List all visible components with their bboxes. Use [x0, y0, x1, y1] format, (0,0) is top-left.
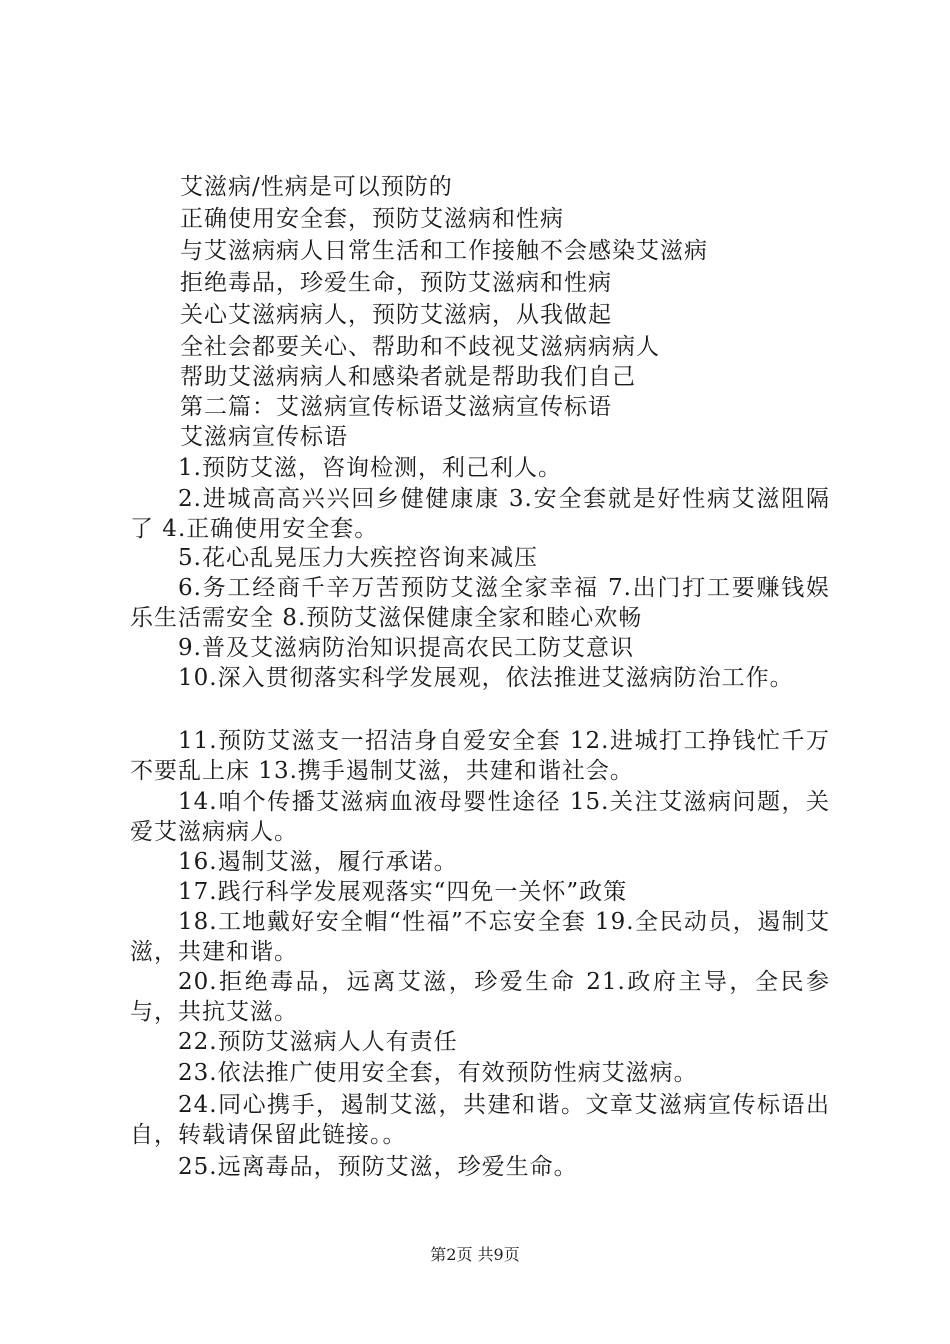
- slogan-item: 5.花心乱晃压力大疾控咨询来减压: [178, 545, 538, 571]
- slogan-item: 9.普及艾滋病防治知识提高农民工防艾意识: [178, 635, 634, 661]
- text-line: 与艾滋病病人日常生活和工作接触不会感染艾滋病: [180, 238, 708, 264]
- slogan-item: 18.工地戴好安全帽“性福”不忘安全套 19.全民动员，遏制艾滋，共建和谐。: [130, 909, 830, 965]
- text-line: 艾滋病/性病是可以预防的: [180, 174, 453, 200]
- slogan-item: 10.深入贯彻落实科学发展观，依法推进艾滋病防治工作。: [178, 665, 794, 691]
- section-subheading: 艾滋病宣传标语: [180, 424, 348, 450]
- slogan-item: 11.预防艾滋支一招洁身自爱安全套 12.进城打工挣钱忙千万不要乱上床 13.携手遏制艾滋，共建和谐社会。: [130, 728, 830, 784]
- slogan-item: 22.预防艾滋病人人有责任: [178, 1029, 458, 1055]
- slogan-item: 1.预防艾滋，咨询检测，利己利人。: [178, 455, 562, 481]
- text-line: 全社会都要关心、帮助和不歧视艾滋病病病人: [180, 334, 660, 360]
- section-heading: 第二篇：艾滋病宣传标语艾滋病宣传标语: [180, 394, 612, 420]
- slogan-item: 25.远离毒品，预防艾滋，珍爱生命。: [178, 1154, 578, 1180]
- text-line: 关心艾滋病病人，预防艾滋病，从我做起: [180, 302, 612, 328]
- slogan-item: 6.务工经商千辛万苦预防艾滋全家幸福 7.出门打工要赚钱娱乐生活需安全 8.预防艾滋保健康全家和睦心欢畅: [130, 575, 830, 631]
- slogan-item: 20.拒绝毒品，远离艾滋，珍爱生命 21.政府主导，全民参与，共抗艾滋。: [130, 969, 830, 1025]
- slogan-item: 24.同心携手，遏制艾滋，共建和谐。文章艾滋病宣传标语出自，转载请保留此链接。。: [130, 1092, 830, 1148]
- slogan-item: 14.咱个传播艾滋病血液母婴性途径 15.关注艾滋病问题，关爱艾滋病病人。: [130, 789, 830, 845]
- text-line: 正确使用安全套，预防艾滋病和性病: [180, 206, 564, 232]
- slogan-item: 2.进城高高兴兴回乡健健康康 3.安全套就是好性病艾滋阻隔了 4.正确使用安全套。: [130, 486, 830, 542]
- slogan-item: 23.依法推广使用安全套，有效预防性病艾滋病。: [178, 1060, 698, 1086]
- slogan-item: 17.践行科学发展观落实“四免一关怀”政策: [178, 879, 628, 905]
- slogan-item: 16.遏制艾滋，履行承诺。: [178, 849, 458, 875]
- text-line: 拒绝毒品，珍爱生命，预防艾滋病和性病: [180, 270, 612, 296]
- text-line: 帮助艾滋病病人和感染者就是帮助我们自己: [180, 364, 636, 390]
- page-number-footer: 第2页 共9页: [430, 1245, 520, 1264]
